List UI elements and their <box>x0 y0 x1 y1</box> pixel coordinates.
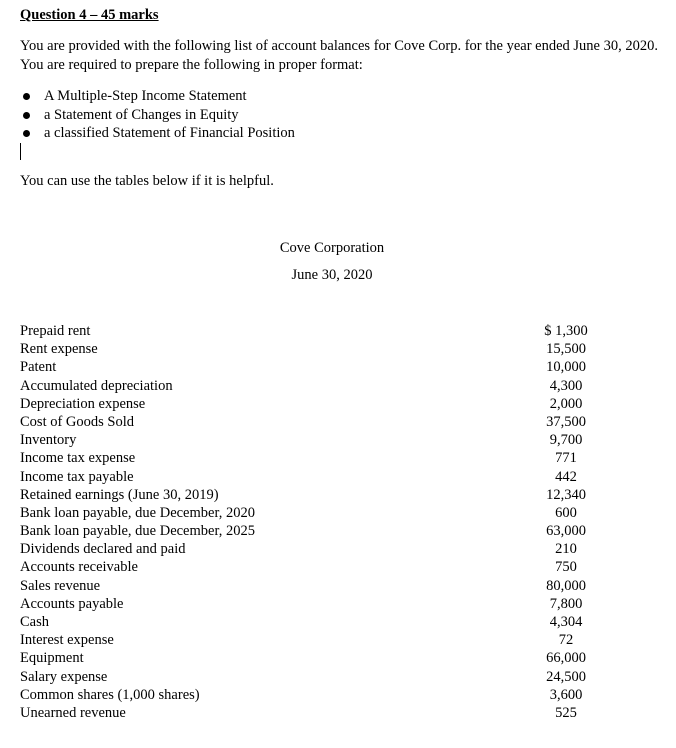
account-amount: 9,700 <box>549 432 583 449</box>
account-row <box>20 522 610 540</box>
statement-date: June 30, 2020 <box>291 267 373 283</box>
account-name: Unearned revenue <box>20 704 126 721</box>
account-name: Income tax expense <box>20 450 136 467</box>
account-name: Accounts receivable <box>20 559 138 576</box>
account-name: Common shares (1,000 shares) <box>20 686 200 703</box>
account-row <box>20 668 610 686</box>
requirement-text: a Statement of Changes in Equity <box>44 106 239 123</box>
requirement-text: A Multiple-Step Income Statement <box>44 88 247 104</box>
account-amount: 80,000 <box>546 577 586 594</box>
account-name: Equipment <box>20 650 84 667</box>
account-row <box>20 704 610 722</box>
account-amount: 600 <box>555 504 577 521</box>
account-name: Income tax payable <box>20 468 134 485</box>
tables-note: You can use the tables below if it is helpful. <box>20 173 274 189</box>
account-amount: 4,304 <box>549 614 583 630</box>
account-row <box>20 377 610 395</box>
text-cursor-icon <box>20 143 21 160</box>
account-row <box>20 358 610 376</box>
account-amount: 15,500 <box>546 341 586 358</box>
account-row <box>20 322 610 340</box>
account-name: Retained earnings (June 30, 2019) <box>20 486 219 503</box>
bullet-icon <box>23 130 30 137</box>
question-heading: Question 4 – 45 marks <box>20 7 159 23</box>
requirement-item <box>20 124 295 143</box>
account-row <box>20 631 610 649</box>
account-balances-list <box>20 322 610 722</box>
account-amount: 12,340 <box>546 486 586 503</box>
account-row <box>20 449 610 467</box>
company-name: Cove Corporation <box>279 240 385 256</box>
account-amount: 3,600 <box>549 686 583 703</box>
requirement-text: a classified Statement of Financial Position <box>44 125 295 141</box>
account-amount: 10,000 <box>546 359 586 376</box>
account-amount: 771 <box>555 450 577 467</box>
account-amount: 4,300 <box>549 377 583 394</box>
account-amount: 63,000 <box>546 523 586 540</box>
account-amount: 750 <box>555 559 577 576</box>
account-row <box>20 577 610 595</box>
account-amount: 24,500 <box>546 668 586 685</box>
question-intro: You are provided with the following list of account balances for Cove Corp. for the year ended June 30, 2020. You are required to prepare the following in proper format: <box>20 38 658 73</box>
account-row <box>20 431 610 449</box>
requirement-item <box>20 106 295 125</box>
account-name: Bank loan payable, due December, 2020 <box>20 504 255 521</box>
account-name: Sales revenue <box>20 577 101 594</box>
account-name: Cash <box>20 614 49 630</box>
account-amount: 7,800 <box>549 595 583 612</box>
account-name: Depreciation expense <box>20 395 146 412</box>
account-name: Prepaid rent <box>20 323 91 339</box>
account-name: Dividends declared and paid <box>20 541 186 558</box>
requirement-item <box>20 87 295 106</box>
account-amount: $ 1,300 <box>544 323 588 339</box>
account-name: Rent expense <box>20 341 98 358</box>
requirements-list <box>20 87 295 143</box>
account-amount: 210 <box>555 541 577 558</box>
account-row <box>20 468 610 486</box>
account-name: Bank loan payable, due December, 2025 <box>20 523 255 540</box>
account-amount: 2,000 <box>549 395 583 412</box>
account-amount: 37,500 <box>546 413 586 430</box>
account-row <box>20 395 610 413</box>
account-name: Interest expense <box>20 632 114 649</box>
account-row <box>20 486 610 504</box>
account-row <box>20 558 610 576</box>
account-row <box>20 686 610 704</box>
account-name: Inventory <box>20 432 77 449</box>
account-name: Accounts payable <box>20 595 124 612</box>
account-row <box>20 340 610 358</box>
account-row <box>20 540 610 558</box>
account-amount: 72 <box>558 632 574 649</box>
account-name: Accumulated depreciation <box>20 377 173 394</box>
account-row <box>20 613 610 631</box>
bullet-icon <box>23 93 30 100</box>
account-amount: 442 <box>555 468 577 485</box>
account-name: Cost of Goods Sold <box>20 413 135 430</box>
account-name: Patent <box>20 359 57 376</box>
account-amount: 525 <box>555 704 577 721</box>
account-row <box>20 649 610 667</box>
account-row <box>20 504 610 522</box>
account-amount: 66,000 <box>546 650 586 667</box>
account-name: Salary expense <box>20 668 108 685</box>
bullet-icon <box>23 112 30 119</box>
account-row <box>20 413 610 431</box>
account-row <box>20 595 610 613</box>
